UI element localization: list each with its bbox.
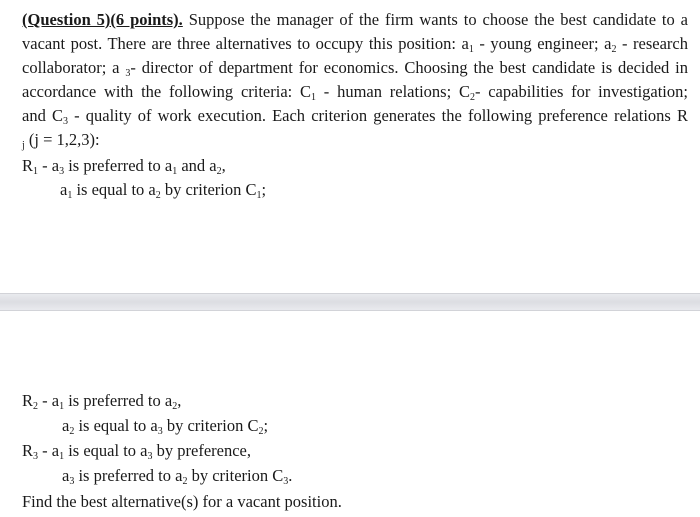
relation-r1-detail: $a_1$ is equal to $a_2$ by criterion $C_1$; [60, 180, 267, 201]
relation-r2: $R_2 - a_1$ is preferred to $a_2$, [22, 391, 182, 412]
relation-r1: $R_1 - a_3$ is preferred to $a_1$ and $a_2$, [22, 156, 226, 177]
question-line-5: and $C_3$ - quality of work execution. Each criterion generates the following preference relations R [22, 106, 688, 127]
question-line-1: (Question 5)(6 points). Suppose the manager of the firm wants to choose the best candidate to a [22, 10, 688, 29]
question-line-4: accordance with the following criteria: $C_1$ - human relations; $C_2-$ capabilities for investigation; [22, 82, 688, 103]
page-divider [0, 293, 700, 311]
question-heading: (Question 5)(6 points). [22, 10, 183, 29]
final-instruction: Find the best alternative(s) for a vacant position. [22, 492, 342, 511]
question-line-3: collaborator; a $_3$- director of department for economics. Choosing the best candidate is decided in [22, 58, 689, 79]
question-line-2: vacant post. There are three alternatives to occupy this position: $a_1$ - young engineer; $a_2$ - research [22, 34, 688, 55]
relation-r3: $R_3 - a_1$ is equal to $a_3$ by preference, [22, 441, 251, 462]
question-line-6: $_j$ (j = 1,2,3): [22, 130, 100, 151]
relation-r3-detail: $a_3$ is preferred to $a_2$ by criterion $C_3$. [62, 466, 293, 487]
relation-r2-detail: $a_2$ is equal to $a_3$ by criterion $C_2$; [62, 416, 269, 437]
